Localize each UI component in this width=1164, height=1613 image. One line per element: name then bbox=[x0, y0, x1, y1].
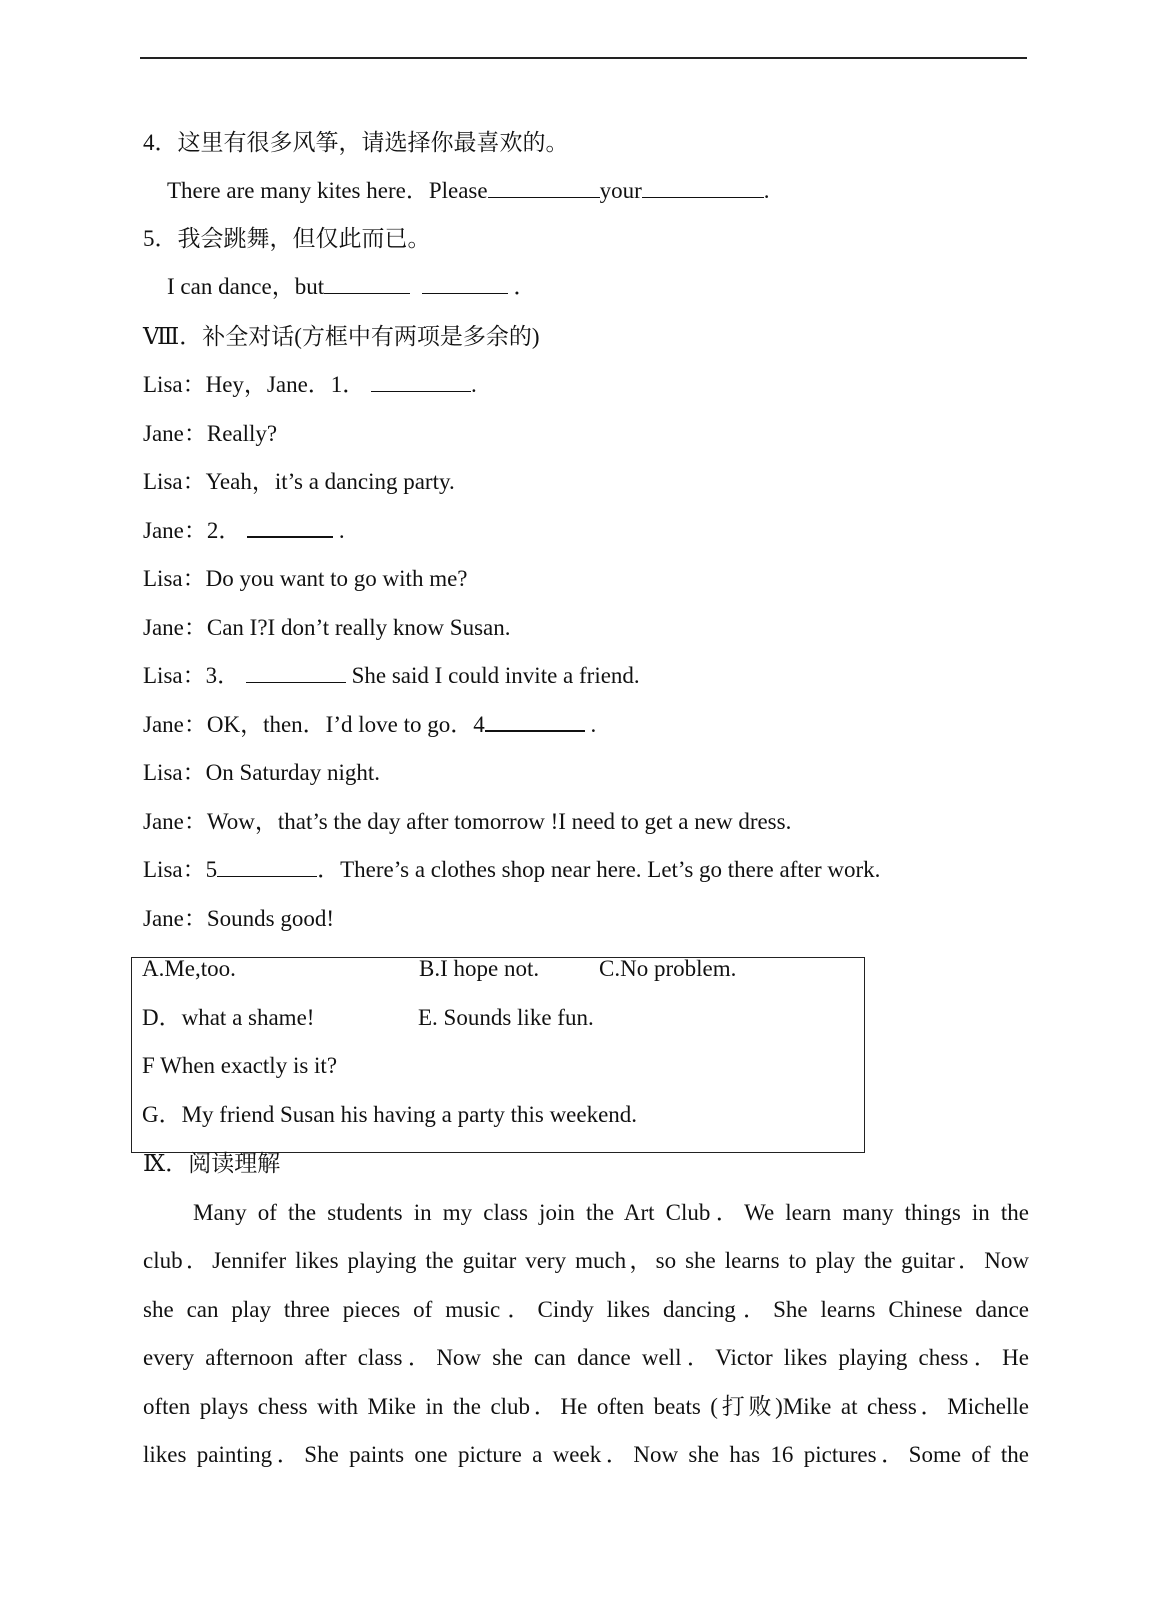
q5-blank-2[interactable] bbox=[422, 273, 508, 294]
dialogue-line-7: Lisa：3． She said I could invite a friend. bbox=[143, 663, 640, 688]
dialogue-blank-4[interactable] bbox=[485, 710, 585, 732]
dialogue-line-8: Jane：OK，then．I’d love to go．4 . bbox=[143, 712, 597, 737]
option-b: B.I hope not. bbox=[419, 956, 540, 981]
dialogue-line-9: Lisa：On Saturday night. bbox=[143, 760, 380, 785]
dialogue-line-3: Lisa：Yeah，it’s a dancing party. bbox=[143, 469, 455, 494]
dialogue-line-6: Jane：Can I?I don’t really know Susan. bbox=[143, 615, 511, 640]
dialogue-blank-2[interactable] bbox=[247, 516, 333, 538]
option-e: E. Sounds like fun. bbox=[418, 1005, 594, 1030]
dialogue-blank-3[interactable] bbox=[246, 662, 346, 683]
reading-line-5: often plays chess with Mike in the club．He often beats (打败)Mike at chess．Michelle bbox=[143, 1394, 1029, 1419]
q4-blank-1[interactable] bbox=[488, 177, 600, 198]
reading-line-1: Many of the students in my class join the Art Club．We learn many things in the bbox=[193, 1200, 1029, 1225]
q5-chinese: 5．我会跳舞，但仅此而已。 bbox=[143, 226, 431, 251]
section-9-title: Ⅸ．阅读理解 bbox=[143, 1151, 281, 1176]
q5-blank-1[interactable] bbox=[324, 273, 410, 294]
q5-english: I can dance，but ． bbox=[167, 274, 537, 299]
section-8-title: Ⅷ．补全对话(方框中有两项是多余的) bbox=[143, 324, 540, 349]
dialogue-blank-5[interactable] bbox=[217, 856, 317, 877]
reading-line-4: every afternoon after class．Now she can dance well．Victor likes playing chess．He bbox=[143, 1345, 1029, 1370]
q4-english: There are many kites here．Please your . bbox=[167, 178, 770, 203]
dialogue-line-12: Jane：Sounds good! bbox=[143, 906, 335, 931]
dialogue-line-4: Jane：2． . bbox=[143, 518, 345, 543]
dialogue-line-11: Lisa：5 ．There’s a clothes shop near here. Let’s go there after work. bbox=[143, 857, 881, 882]
q4-blank-2[interactable] bbox=[642, 177, 764, 198]
option-f: F When exactly is it? bbox=[142, 1053, 338, 1078]
option-a: A.Me,too. bbox=[142, 956, 236, 981]
dialogue-line-2: Jane：Really? bbox=[143, 421, 278, 446]
option-c: C.No problem. bbox=[599, 956, 737, 981]
reading-line-2: club．Jennifer likes playing the guitar very much，so she learns to play the guitar．Now bbox=[143, 1248, 1029, 1273]
reading-line-3: she can play three pieces of music．Cindy likes dancing．She learns Chinese dance bbox=[143, 1297, 1029, 1322]
dialogue-line-1: Lisa：Hey，Jane．1． . bbox=[143, 372, 477, 397]
option-d: D．what a shame! bbox=[142, 1005, 315, 1030]
dialogue-line-5: Lisa：Do you want to go with me? bbox=[143, 566, 468, 591]
dialogue-blank-1[interactable] bbox=[371, 371, 471, 392]
q4-chinese: 4．这里有很多风筝，请选择你最喜欢的。 bbox=[143, 130, 569, 155]
reading-line-6: likes painting．She paints one picture a week．Now she has 16 pictures．Some of the bbox=[143, 1442, 1029, 1467]
option-g: G．My friend Susan his having a party this weekend. bbox=[142, 1102, 638, 1127]
options-box bbox=[131, 957, 865, 1153]
dialogue-line-10: Jane：Wow，that’s the day after tomorrow !I need to get a new dress. bbox=[143, 809, 792, 834]
header-rule bbox=[140, 57, 1027, 59]
